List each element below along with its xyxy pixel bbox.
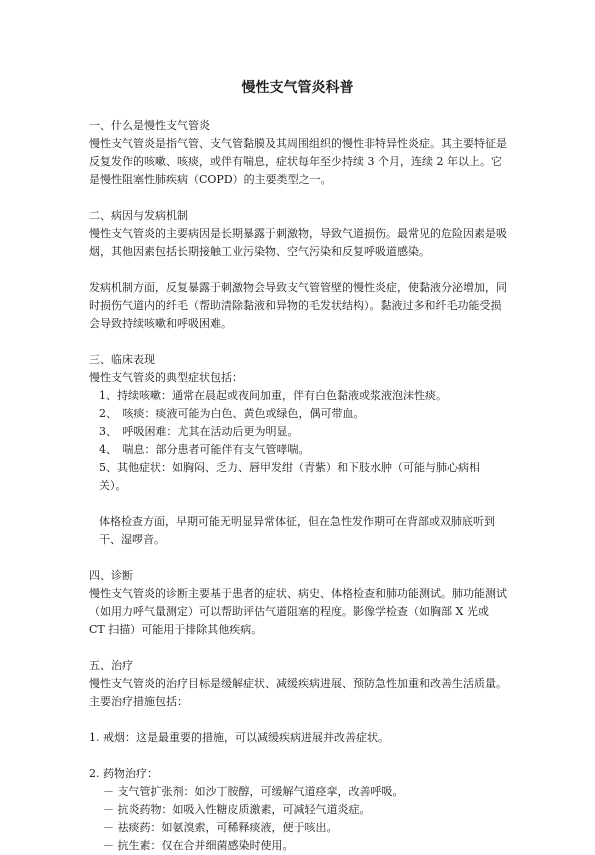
list-item: 4、 喘息：部分患者可能伴有支气管哮喘。 [99,443,310,456]
sub-list-item: － 祛痰药：如氨溴索，可稀释痰液，便于咳出。 [103,821,338,834]
section-heading: 五、治疗 [89,659,133,672]
sub-list-item: － 抗炎药物：如吸入性糖皮质激素，可减轻气道炎症。 [103,803,371,816]
section-heading: 二、病因与发病机制 [89,209,188,222]
sub-list-item: － 抗生素：仅在合并细菌感染时使用。 [103,839,294,852]
list-item: 5、其他症状：如胸闷、乏力、唇甲发绀（青紫）和下肢水肿（可能与肺心病相关）。 [99,461,480,492]
paragraph: 慢性支气管炎是指气管、支气管黏膜及其周围组织的慢性非特异性炎症。其主要特征是反复发作的咳嗽、咳痰，或伴有喘息，症状每年至少持续 3 个月，连续 2 年以上。它是慢性阻塞性肺疾病（COPD）的主要类型之一。 [89,137,507,186]
list-item: 2、 咳痰：痰液可能为白色、黄色或绿色，偶可带血。 [99,407,365,420]
list-item: 2. 药物治疗： [89,767,158,780]
paragraph: 慢性支气管炎的典型症状包括： [89,371,243,384]
document-body [89,117,507,855]
paragraph: 体格检查方面，早期可能无明显异常体征，但在急性发作期可在背部或双肺底听到干、湿啰音。 [99,515,495,546]
list-item: 3、 呼吸困难：尤其在活动后更为明显。 [99,425,299,438]
paragraph: 发病机制方面，反复暴露于刺激物会导致支气管管壁的慢性炎症，使黏液分泌增加，同时损伤气道内的纤毛（帮助清除黏液和异物的毛发状结构）。黏液过多和纤毛功能受损会导致持续咳嗽和呼吸困难。 [89,281,507,330]
list-item: 1、持续咳嗽：通常在晨起或夜间加重，伴有白色黏液或浆液泡沫性痰。 [99,389,447,402]
paragraph: 慢性支气管炎的主要病因是长期暴露于刺激物，导致气道损伤。最常见的危险因素是吸烟，其他因素包括长期接触工业污染物、空气污染和反复呼吸道感染。 [89,227,507,258]
document-title: 慢性支气管炎科普 [241,80,354,96]
sub-list-item: － 支气管扩张剂：如沙丁胺醇，可缓解气道痉挛，改善呼吸。 [103,785,404,798]
list-item: 1. 戒烟：这是最重要的措施，可以减缓疾病进展并改善症状。 [89,731,389,744]
paragraph: 慢性支气管炎的治疗目标是缓解症状、减缓疾病进展、预防急性加重和改善生活质量。主要治疗措施包括： [89,677,507,708]
section-heading: 三、临床表现 [89,353,155,366]
section-heading: 一、什么是慢性支气管炎 [89,119,210,132]
paragraph: 慢性支气管炎的诊断主要基于患者的症状、病史、体格检查和肺功能测试。肺功能测试（如用力呼气量测定）可以帮助评估气道阻塞的程度。影像学检查（如胸部 X 光或 CT 扫描）可能用于排除其他疾病。 [89,587,507,636]
section-heading: 四、诊断 [89,569,133,582]
